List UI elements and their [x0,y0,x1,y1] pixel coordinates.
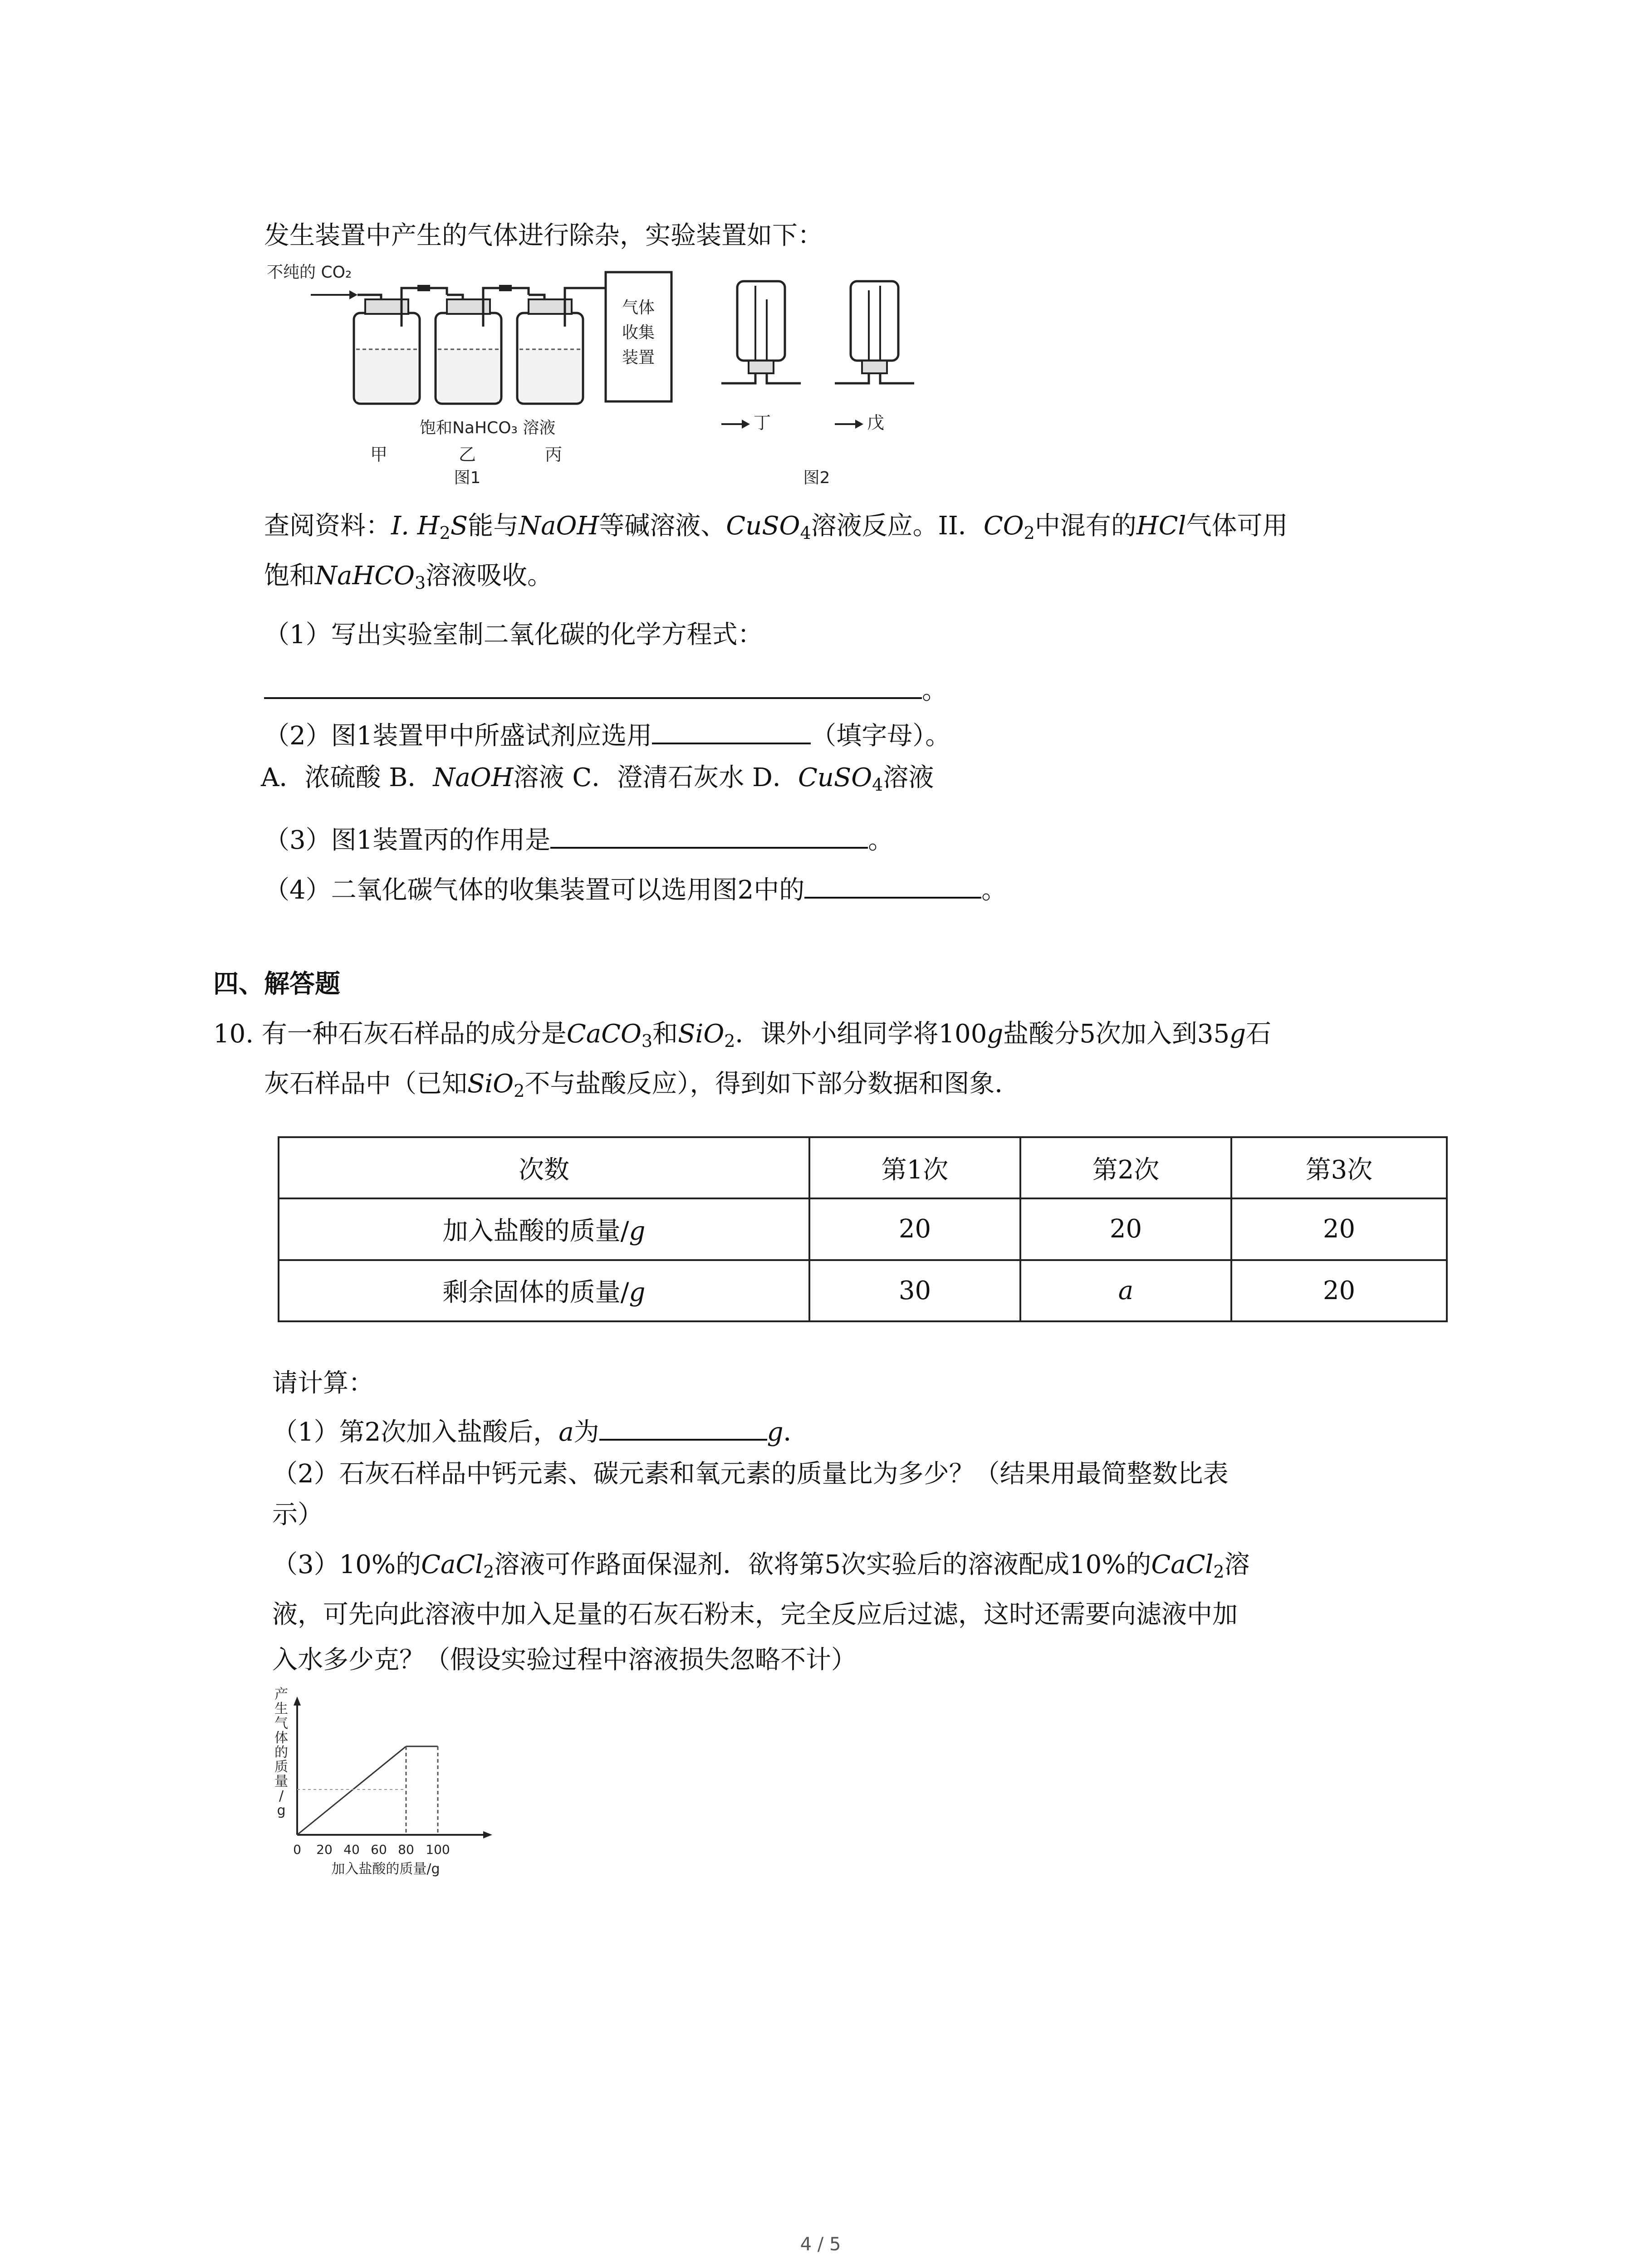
table-header: 第3次 [1231,1137,1447,1198]
table-cell: 20 [1020,1198,1231,1260]
p10-q3-line-3: 入水多少克？（假设实验过程中溶液损失忽略不计） [272,1645,857,1675]
figure2-collectors [712,272,939,485]
info-line-1: 查阅资料：I. $H_2S$能与NaOH等碱溶液、CuSO$_4$溶液反应。II．$CO_2$中混有的HCl气体可用 [264,511,1288,543]
data-table [278,1136,1448,1322]
table-cell-label: 剩余固体的质量/g [279,1260,809,1321]
q2-answer-blank[interactable] [652,714,811,744]
q1-answer-blank[interactable] [264,669,922,699]
figure2-caption: 图2 [803,469,830,485]
table-header: 第1次 [809,1137,1020,1198]
table-cell: 20 [1231,1260,1447,1321]
p10-q2-line-1: （2）石灰石样品中钙元素、碳元素和氧元素的质量比为多少？（结果用最简整数比表 [272,1459,1229,1489]
graph-x-tick: 80 [398,1842,414,1857]
q2-options: A．浓硫酸 B．NaOH溶液 C．澄清石灰水 D．CuSO$_4$溶液 [261,763,934,795]
graph-x-tick: 0 [293,1842,301,1857]
graph-ylabel-char: g [277,1803,286,1818]
q4-answer-blank[interactable] [804,869,981,899]
figure1-inlet-label: 不纯的 CO₂ [267,263,352,282]
p10-q2-line-2: 示） [272,1500,323,1530]
table-cell: a [1020,1260,1231,1321]
q2-line: （2）图1装置甲中所盛试剂应选用 （填字母）。 [264,714,950,754]
table-header: 次数 [279,1137,809,1198]
table-row [279,1198,1447,1260]
q1-answer-line: 。 [264,669,947,709]
graph-ylabel-char: 体 [274,1730,288,1746]
p10-q1-answer-blank[interactable] [599,1411,767,1441]
problem10-line-1: 10. 有一种石灰石样品的成分是CaCO$_3$和SiO$_2$．课外小组同学将100g盐酸分5次加入到35g石 [213,1019,1271,1051]
graph-x-tick: 60 [371,1842,387,1857]
collector-label-2: 收集 [622,323,655,342]
figure1-apparatus [263,259,717,485]
graph-ylabel-char: 产 [274,1686,288,1702]
page-number: 4 / 5 [800,2234,841,2255]
q4-line: （4）二氧化碳气体的收集装置可以选用图2中的 。 [264,869,1007,909]
table-cell: 20 [809,1198,1020,1260]
table-header-row [279,1137,1447,1198]
graph-ylabel-char: 质 [274,1759,288,1775]
graph-x-ticks [293,1842,450,1857]
section-heading: 四、解答题 [213,969,340,999]
problem10-line-2: 灰石样品中（已知SiO$_2$不与盐酸反应），得到如下部分数据和图象． [264,1069,1020,1101]
p10-q3-line-1: （3）10%的CaCl$_2$溶液可作路面保湿剂．欲将第5次实验后的溶液配成10%的CaCl$_2$溶 [272,1550,1250,1582]
table-cell-label: 加入盐酸的质量/g [279,1198,809,1260]
intro-line: 发生装置中产生的气体进行除杂，实验装置如下： [264,221,823,250]
collector-label-1: 气体 [622,298,655,317]
graph-xlabel: 加入盐酸的质量/g [331,1861,440,1877]
graph-ylabel-char: 生 [274,1701,288,1717]
bottle-label-yi: 乙 [458,445,476,464]
bottle-label-jia: 甲 [370,445,388,464]
graph-x-tick: 100 [426,1842,450,1857]
graph-x-tick: 40 [343,1842,360,1857]
gas-mass-graph [268,1685,522,1880]
table-cell: 20 [1231,1198,1447,1260]
table-header: 第2次 [1020,1137,1231,1198]
graph-x-tick: 20 [316,1842,333,1857]
solution-label: 饱和NaHCO₃ 溶液 [420,419,556,437]
bottle-label-wu: 戊 [867,413,885,433]
bottle-label-bing: 丙 [544,445,563,464]
figure1-caption: 图1 [454,469,481,485]
q1-text: （1）写出实验室制二氧化碳的化学方程式： [264,620,763,650]
graph-ylabel-char: / [279,1788,284,1804]
graph-ylabel-char: 量 [274,1774,288,1789]
p10-q3-line-2: 液，可先向此溶液中加入足量的石灰石粉末，完全反应后过滤，这时还需要向滤液中加 [272,1600,1238,1629]
bottle-label-ding: 丁 [753,413,771,433]
q3-line: （3）图1装置丙的作用是 。 [264,819,893,859]
table-row [279,1260,1447,1321]
table-cell: 30 [809,1260,1020,1321]
collector-label-3: 装置 [622,348,655,367]
info-line-2: 饱和NaHCO$_3$溶液吸收。 [264,561,553,593]
graph-ylabel [274,1686,288,1818]
graph-ylabel-char: 气 [274,1716,288,1731]
q3-answer-blank[interactable] [550,819,868,849]
graph-ylabel-char: 的 [274,1745,288,1760]
calc-prompt: 请计算： [272,1369,374,1398]
p10-q1-line: （1）第2次加入盐酸后，a为 g． [272,1411,809,1451]
